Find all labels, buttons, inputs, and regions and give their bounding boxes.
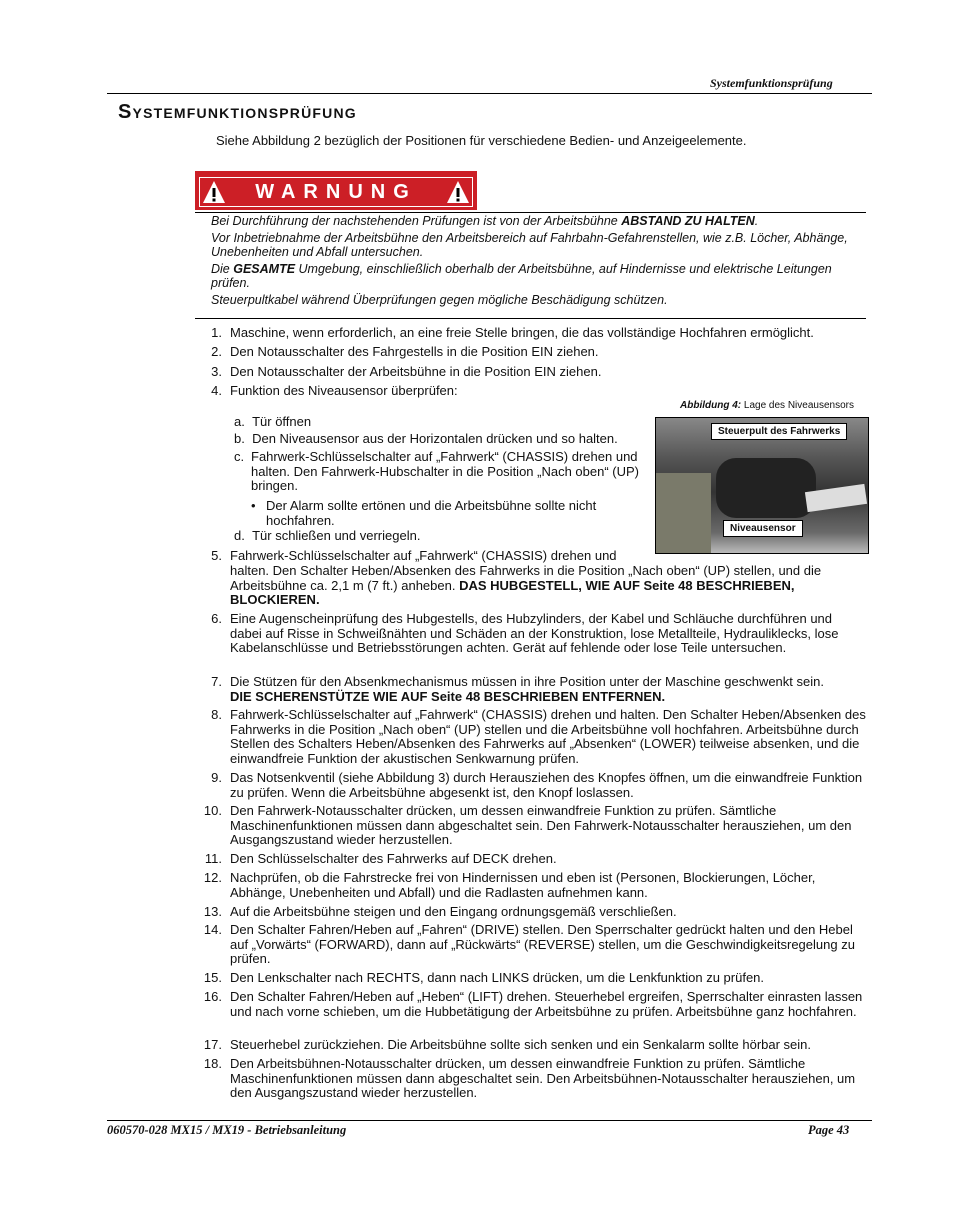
- footer-page-number: Page 43: [808, 1123, 850, 1137]
- figure-label-chassis-control: Steuerpult des Fahrwerks: [711, 423, 847, 440]
- figure-caption: Abbildung 4: Lage des Niveausensors: [680, 400, 854, 411]
- level-sensor-photo: [655, 417, 869, 554]
- header-rule: [107, 93, 872, 94]
- warning-word: WARNUNG: [255, 180, 417, 203]
- photo-detail: [656, 473, 711, 553]
- warning-triangle-icon: [202, 180, 226, 204]
- warning-line-2: Vor Inbetriebnahme der Arbeitsbühne den Arbeitsbereich auf Fahrbahn-Gefahrenstellen, wie z.B. Löcher, Abhänge, Unebenheiten und Abfall untersuchen.: [211, 231, 848, 259]
- warning-rule-bottom: [195, 318, 866, 319]
- section-title: Systemfunktionsprüfung: [118, 101, 357, 123]
- footer-doc-id: 060570-028 MX15 / MX19 - Betriebsanleitung: [107, 1123, 347, 1137]
- running-header: Systemfunktionsprüfung: [710, 76, 833, 90]
- substep-a: a. Tür öffnen: [234, 414, 312, 429]
- substep-d: d. Tür schließen und verriegeln.: [234, 528, 421, 543]
- substep-b: b. Den Niveausensor aus der Horizontalen drücken und so halten.: [234, 431, 618, 446]
- substep-c: c. Fahrwerk-Schlüsselschalter auf „Fahrwerk“ (CHASSIS) drehen und halten. Den Fahrwerk-Hubschalter in die Position „Nach oben“ (UP) bringen.: [234, 449, 640, 494]
- substep-c-bullet: • Der Alarm sollte ertönen und die Arbeitsbühne sollte nicht hochfahren.: [251, 498, 597, 528]
- intro-text: Siehe Abbildung 2 bezüglich der Positionen für verschiedene Bedien- und Anzeigeelemente.: [216, 133, 747, 148]
- warning-banner: [195, 171, 477, 210]
- footer-rule: [107, 1120, 872, 1121]
- warning-rule-top: [195, 212, 866, 213]
- warning-line-1: Bei Durchführung der nachstehenden Prüfungen ist von der Arbeitsbühne ABSTAND ZU HALTEN.: [211, 214, 759, 228]
- photo-detail: [716, 458, 816, 518]
- figure-label-level-sensor: Niveausensor: [723, 520, 803, 537]
- warning-line-3: Die GESAMTE Umgebung, einschließlich oberhalb der Arbeitsbühne, auf Hindernisse und elektrische Leitungen prüfen.: [211, 262, 832, 290]
- warning-line-4: Steuerpultkabel während Überprüfungen gegen mögliche Beschädigung schützen.: [211, 293, 668, 307]
- warning-triangle-icon: [446, 180, 470, 204]
- warning-text: [211, 214, 861, 310]
